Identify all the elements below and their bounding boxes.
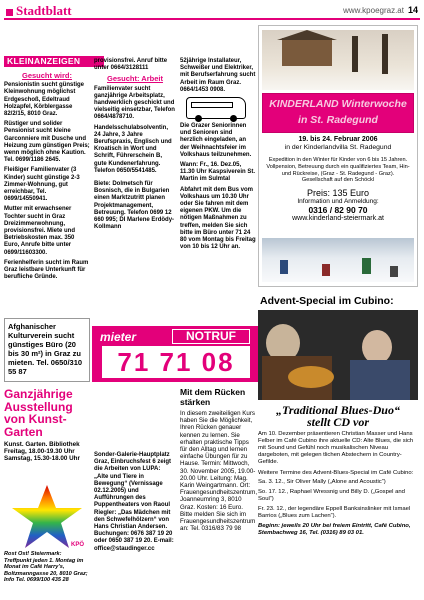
page-number: 14 bbox=[407, 5, 418, 15]
bus-icon bbox=[186, 97, 246, 119]
advent-date-2: So. 17. 12., Raphael Wressnig und Billy D. („Gospel and Soul“) bbox=[258, 489, 405, 503]
kinderland-phone[interactable]: 0316 / 82 90 70 bbox=[308, 205, 368, 216]
afghan-ad-text: Afghanischer Kulturverein sucht günstiges Büro (20 bis 30 m²) in Graz zu mieten. Tel. 0650/310 55 87 bbox=[8, 322, 83, 376]
ausstellung-block bbox=[4, 388, 90, 463]
kinderland-venue: in der Kinderlandvilla St. Radegund bbox=[284, 144, 392, 151]
ad-item: Biete: Dolmetsch für Bosnisch, die in Bulgarien einen Marktzutritt planen Projektmanagement, Betreuung. Telefon 0699 12 660 995; DI Marlene Erdödy-Kollmann bbox=[94, 181, 175, 231]
child-figure bbox=[322, 264, 330, 276]
header-url[interactable]: www.kpoegraz.at bbox=[343, 6, 404, 15]
header-rule bbox=[4, 18, 420, 20]
afghan-ad-box bbox=[4, 318, 90, 382]
ad-item: Familienvater sucht ganzjährige Arbeitsplatz, handwerklich geschickt und vielseitig einsetzbar, Telefon 0664/4878710. bbox=[94, 85, 175, 121]
blues-quote-2: stellt CD vor bbox=[307, 415, 369, 429]
ausstellung-footer: Rost Ost! Steiermark: Treffpunkt jeden 1. Montag im Monat im Café Harry's, Boltzmanngasse 20, 8010 Graz; Info Tel. 0699/100 435 28 bbox=[4, 551, 88, 584]
ad-item: Handelsschulabsolventin, 24 Jahre, 3 Jahre Berufspraxis, Englisch und Kroatisch in Wort und Schrift, Führerschein B, gute Kundenerfahrung. Telefon 0650/5541485. bbox=[94, 124, 172, 174]
kpo-star-logo bbox=[8, 484, 86, 550]
kinderland-details bbox=[262, 136, 414, 222]
ad-item: provisionsfrei. Anruf bitte unter 0664/3128111 bbox=[94, 58, 168, 72]
musician-body bbox=[350, 360, 410, 400]
ad-item: Abfahrt mit dem Bus vom Volkshaus um 10.30 Uhr oder Sie fahren mit dem eigenen PKW. Um die nötigen Maßnahmen zu treffen, melden Sie sich bitte im Büro unter 71 24 80 vom Montag bis Freitag von 10 bis 12 Uhr an. bbox=[180, 186, 256, 251]
child-figure bbox=[390, 266, 398, 277]
ad-item: 52jährige Installateur, Schweißer und Elektriker, mit Berufserfahrung sucht Arbeit im Raum Graz. 0664/1453 0908. bbox=[180, 58, 256, 93]
kinderland-web[interactable]: www.kinderland-steiermark.at bbox=[292, 215, 384, 223]
child-figure bbox=[280, 260, 288, 274]
tree-shape bbox=[352, 36, 358, 72]
gesucht-heading: Gesucht wird: bbox=[21, 71, 72, 80]
ad-item: Pensionistin sucht günstige Kleinwohnung möglichst Erdgeschoß, Edeltraud Holzapfel, Körblergasse 82/2/15, 8010 Graz. bbox=[4, 82, 85, 118]
kinderland-dates: 19. bis 24. Februar 2006 bbox=[298, 136, 378, 143]
kinderland-desc: Expedition in den Winter für Kinder von 6 bis 15 Jahren. Vollpension, Betreuung durch ein qualifiziertes Team, Hin- und Rückreise, (Graz - St. Radegund - Graz). Gesellschaft auf den Schöckl bbox=[266, 157, 410, 184]
advent-date-1: Sa. 3. 12., Sir Oliver Mally („Alone and Acoustic“) bbox=[258, 479, 386, 486]
ad-item: Fleißiger Familienvater (3 Kinder) sucht günstige 2-3 Zimmer-Wohnung, gut erreichbar, Tel. 0699/14550941. bbox=[4, 167, 80, 203]
ruecken-block bbox=[180, 388, 256, 532]
arbeit-heading: Gesucht: Arbeit bbox=[107, 74, 163, 84]
kinderland-photo-snow bbox=[262, 238, 414, 282]
advent-body bbox=[258, 431, 418, 540]
kinderland-line1: KINDERLAND Winterwoche bbox=[269, 98, 407, 110]
kinderland-line2: in St. Radegund bbox=[298, 114, 378, 126]
tree-shape bbox=[382, 34, 388, 74]
ad-item: Ferienhelferin sucht im Raum Graz leistbare Unterkunft für berufliche Gründe. bbox=[4, 259, 89, 281]
ruecken-title: Mit dem Rücken stärken bbox=[180, 387, 246, 407]
ausstellung-body: Kunst. Garten. Bibliothek Freitag, 18.00-19.30 Uhr Samstag, 15.30-18.00 Uhr bbox=[4, 441, 80, 463]
notruf-number[interactable]: 71 71 08 bbox=[102, 346, 250, 378]
star-icon bbox=[8, 484, 86, 550]
child-figure bbox=[362, 258, 371, 274]
ads-column-2 bbox=[94, 58, 176, 234]
sonderausstellung-text: Sonder-Galerie-Hauptplatz Graz, Einbruchsfest 6 zeigt die Arbeiten von LUPA: „Alte und Tiere in Bewegung“ (Vernissage 02.12.2005) und Aufführungen des Puppentheaters von Raoul Riegler: „Das Mädchen mit den Schwefelhölzern“ von Hans Christian Andersen. Buchungen: 0676 387 19 20 oder 0650 387 19 20. E-mail: office@staudinger.cc bbox=[94, 452, 174, 552]
ruecken-body: In diesem zweiteiligen Kurs haben Sie die Möglichkeit, Ihren Rücken genauer kennen zu lernen. Sie erhalten praktische Tipps für den Alltag und lernen einfache Übungen für zu Hause. Termin: Mittwoch, 30. November 2005, 19.00-20.00 Uhr. Leitung: Mag. Karin Weingartmann. Ort: Frauengesundheitszentrum, Joanneumring 3, 8010 Graz. Kosten: 16 Euro. Bitte melden Sie sich im Frauengesundheitszentrum an: Tel. 0316/83 79 98 bbox=[180, 410, 258, 533]
advent-date-3: Fr. 23. 12., der legendäre Eppell Banksinslinker mit Ismael Barrios („Blues zum Lachen“). bbox=[258, 506, 411, 520]
ausstellung-title: Ganzjährige Ausstellung von Kunst-Garten bbox=[4, 387, 73, 439]
blues-quote-1: „Traditional Blues-Duo“ bbox=[276, 403, 400, 417]
musician-face bbox=[362, 330, 392, 364]
stadtblatt-logo: Stadtblatt bbox=[6, 3, 72, 19]
ad-item: Die Grazer Seniorinnen und Senioren sind herzlich eingeladen, an der Weihnachtsfeier im Volkshaus teilzunehmen. bbox=[180, 123, 252, 158]
ad-item: Rüstiger und solider Pensionist sucht kleine Garconniere mit Dusche und Heizung zum günstigen Preis; wenn möglich ohne Kaution. Tel. 0699/1186 2645. bbox=[4, 121, 90, 164]
advent-title: Advent-Special im Cubino: bbox=[260, 295, 394, 307]
kinderland-info: Information und Anmeldung: bbox=[297, 198, 379, 206]
house-shape bbox=[282, 38, 332, 66]
guitar-shape bbox=[288, 366, 334, 388]
kpo-label: KPÖ bbox=[70, 542, 84, 548]
ad-item: Mutter mit erwachsener Tochter sucht in Graz Dreizimmerwohnung, provisionsfrei. Miete und Betriebskosten max. 350 Euro, Anrufe bitte unter 0699/11603300. bbox=[4, 206, 76, 256]
advent-footer: Beginn: jeweils 20 Uhr bei freiem Eintritt, Café Cubino, Stembachweg 16, Tel. (0316) 89 03 01. bbox=[258, 522, 411, 536]
logo-square-icon bbox=[6, 9, 13, 16]
notruf-brand: mieter bbox=[100, 330, 137, 344]
header-right bbox=[343, 5, 418, 15]
advent-intro: Am 10. Dezember präsentieren Christian Masser und Hans Felber im Café Cubino ihre aktuelle CD: Alte Blues, die sich mit Sound und Gefühl noch musikalischen Niveau dargeboten, mit gelegen tlichen Abstechern in Country-Gefilde. bbox=[258, 431, 414, 465]
ad-item: Wann: Fr., 16. Dez.05, 11.30 Uhr Kaspsiverein St. Martin im Sulmtal bbox=[180, 162, 256, 183]
kinderland-price: Preis: 135 Euro bbox=[306, 188, 370, 199]
kleinanzeigen-title: KLEINANZEIGEN bbox=[4, 56, 104, 67]
roof-shape bbox=[277, 30, 337, 40]
notruf-label: NOTRUF bbox=[172, 329, 250, 344]
blues-duo-heading bbox=[258, 404, 418, 428]
mieter-notruf-ad[interactable] bbox=[92, 326, 260, 382]
ads-column-1 bbox=[4, 70, 90, 284]
kinderland-photo-top bbox=[262, 30, 414, 90]
advent-termine-head: Weitere Termine des Advent-Blues-Special im Café Cubino: bbox=[258, 469, 414, 476]
ads-column-3 bbox=[180, 58, 256, 254]
kinderland-banner bbox=[262, 93, 414, 133]
blues-duo-photo bbox=[258, 310, 418, 400]
